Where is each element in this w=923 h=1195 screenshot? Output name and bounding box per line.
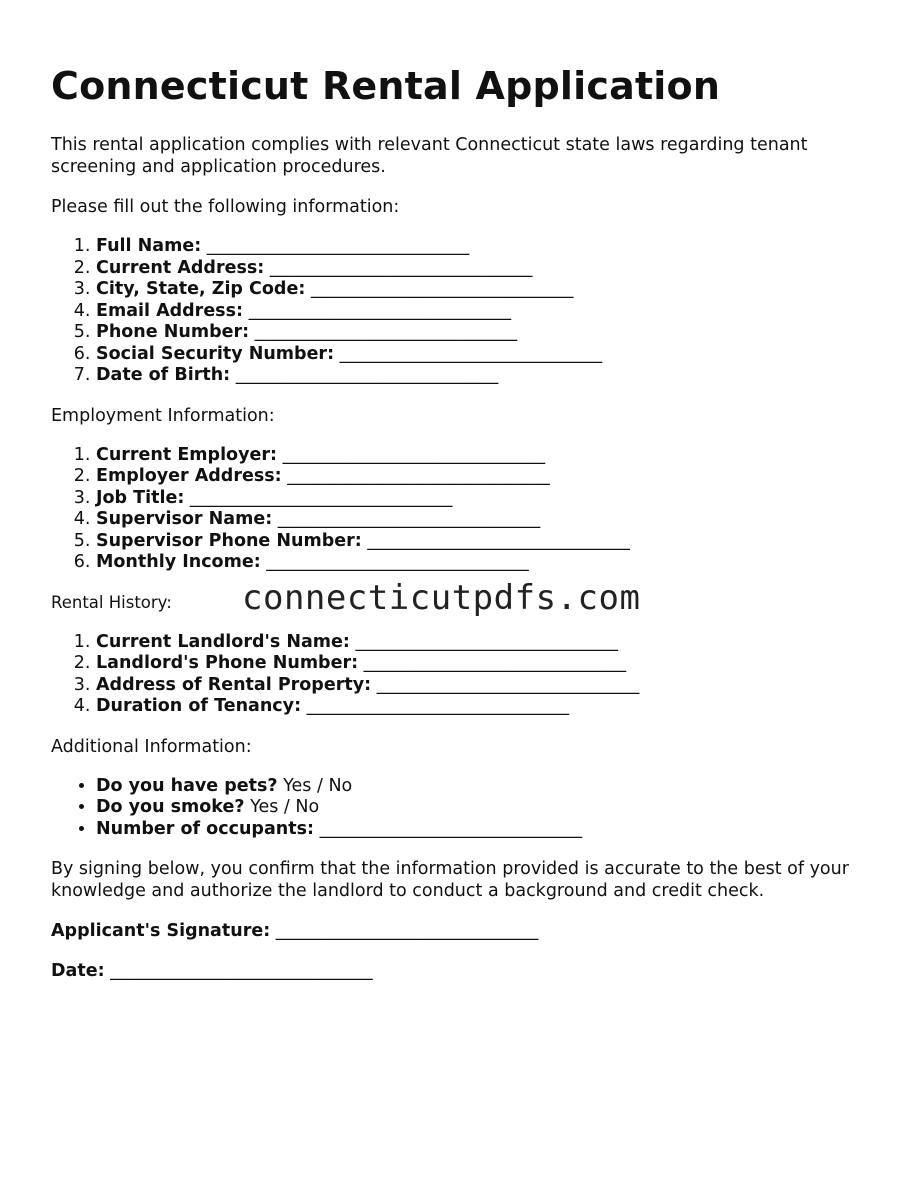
rental-application-document xyxy=(51,62,881,982)
blank-line[interactable]: ______________________________ xyxy=(355,631,618,652)
field-label: Supervisor Name: xyxy=(96,509,273,529)
blank-line[interactable]: ______________________________ xyxy=(277,509,541,529)
list-item xyxy=(96,365,881,387)
field-label: Current Landlord's Name: xyxy=(96,631,350,652)
blank-line[interactable]: ______________________________ xyxy=(254,322,518,342)
blank-line[interactable]: ______________________________ xyxy=(376,674,640,695)
field-label: Full Name: xyxy=(96,236,202,256)
signature-label: Applicant's Signature: xyxy=(51,921,271,941)
list-item xyxy=(96,632,881,654)
yes-no-choice[interactable]: Yes / No xyxy=(250,797,320,817)
field-label: Job Title: xyxy=(96,487,185,508)
list-item xyxy=(96,776,881,798)
blank-line[interactable]: ______________________________ xyxy=(266,552,529,572)
field-label: Do you have pets? xyxy=(96,775,278,796)
field-label: Employer Address: xyxy=(96,466,282,486)
list-item xyxy=(96,344,881,366)
field-label: Address of Rental Property: xyxy=(96,674,372,695)
employment-info-list xyxy=(51,445,881,574)
list-item xyxy=(96,552,881,574)
blank-line[interactable]: ______________________________ xyxy=(339,343,603,364)
signature-line xyxy=(51,920,881,942)
list-item xyxy=(96,445,881,467)
rental-history-heading: Rental History: xyxy=(51,592,172,612)
blank-line[interactable]: ______________________________ xyxy=(363,653,627,673)
field-label: Phone Number: xyxy=(96,322,250,342)
employment-heading: Employment Information: xyxy=(51,405,275,426)
field-label: Number of occupants: xyxy=(96,818,314,839)
list-item xyxy=(96,279,881,301)
rental-history-list xyxy=(51,632,881,718)
date-line xyxy=(51,960,881,982)
yes-no-choice[interactable]: Yes / No xyxy=(283,775,353,796)
intro-paragraph: This rental application complies with relevant Connecticut state laws regarding tenant screening and application procedures. xyxy=(51,135,808,177)
date-label: Date: xyxy=(51,961,105,981)
blank-line[interactable]: ______________________________ xyxy=(282,444,546,465)
list-item xyxy=(96,322,881,344)
list-item xyxy=(96,509,881,531)
field-label: Duration of Tenancy: xyxy=(96,696,302,716)
list-item xyxy=(96,488,881,510)
list-item xyxy=(96,675,881,697)
additional-info-list xyxy=(51,776,881,841)
additional-info-heading: Additional Information: xyxy=(51,736,252,757)
blank-line[interactable]: ______________________________ xyxy=(319,818,583,839)
signature-blank[interactable]: ______________________________ xyxy=(275,921,539,941)
list-item xyxy=(96,797,881,819)
personal-info-list xyxy=(51,236,881,387)
blank-line[interactable]: ______________________________ xyxy=(235,365,499,385)
field-label: Email Address: xyxy=(96,300,244,321)
consent-statement: By signing below, you confirm that the information provided is accurate to the best of your knowledge and authorize the landlord to conduct a background and credit check. xyxy=(51,859,849,901)
field-label: Social Security Number: xyxy=(96,343,335,364)
field-label: Monthly Income: xyxy=(96,552,261,572)
blank-line[interactable]: ______________________________ xyxy=(310,279,574,299)
field-label: Supervisor Phone Number: xyxy=(96,530,362,551)
list-item xyxy=(96,531,881,553)
list-item xyxy=(96,236,881,258)
blank-line[interactable]: ______________________________ xyxy=(248,300,512,321)
document-title: Connecticut Rental Application xyxy=(51,64,721,108)
blank-line[interactable]: ______________________________ xyxy=(189,487,453,508)
list-item xyxy=(96,819,881,841)
blank-line[interactable]: ______________________________ xyxy=(306,696,570,716)
field-label: City, State, Zip Code: xyxy=(96,279,306,299)
watermark-text: connecticutpdfs.com xyxy=(242,578,641,618)
fill-out-prompt: Please fill out the following information: xyxy=(51,197,400,217)
field-label: Date of Birth: xyxy=(96,365,231,385)
list-item xyxy=(96,653,881,675)
field-label: Current Employer: xyxy=(96,444,277,465)
list-item xyxy=(96,696,881,718)
field-label: Landlord's Phone Number: xyxy=(96,653,359,673)
blank-line[interactable]: ______________________________ xyxy=(269,257,533,278)
list-item xyxy=(96,466,881,488)
list-item xyxy=(96,258,881,280)
list-item xyxy=(96,301,881,323)
blank-line[interactable]: ______________________________ xyxy=(287,466,550,486)
blank-line[interactable]: ______________________________ xyxy=(367,530,630,551)
field-label: Current Address: xyxy=(96,257,265,278)
blank-line[interactable]: ______________________________ xyxy=(206,236,470,256)
field-label: Do you smoke? xyxy=(96,797,245,817)
date-blank[interactable]: ______________________________ xyxy=(110,961,373,981)
